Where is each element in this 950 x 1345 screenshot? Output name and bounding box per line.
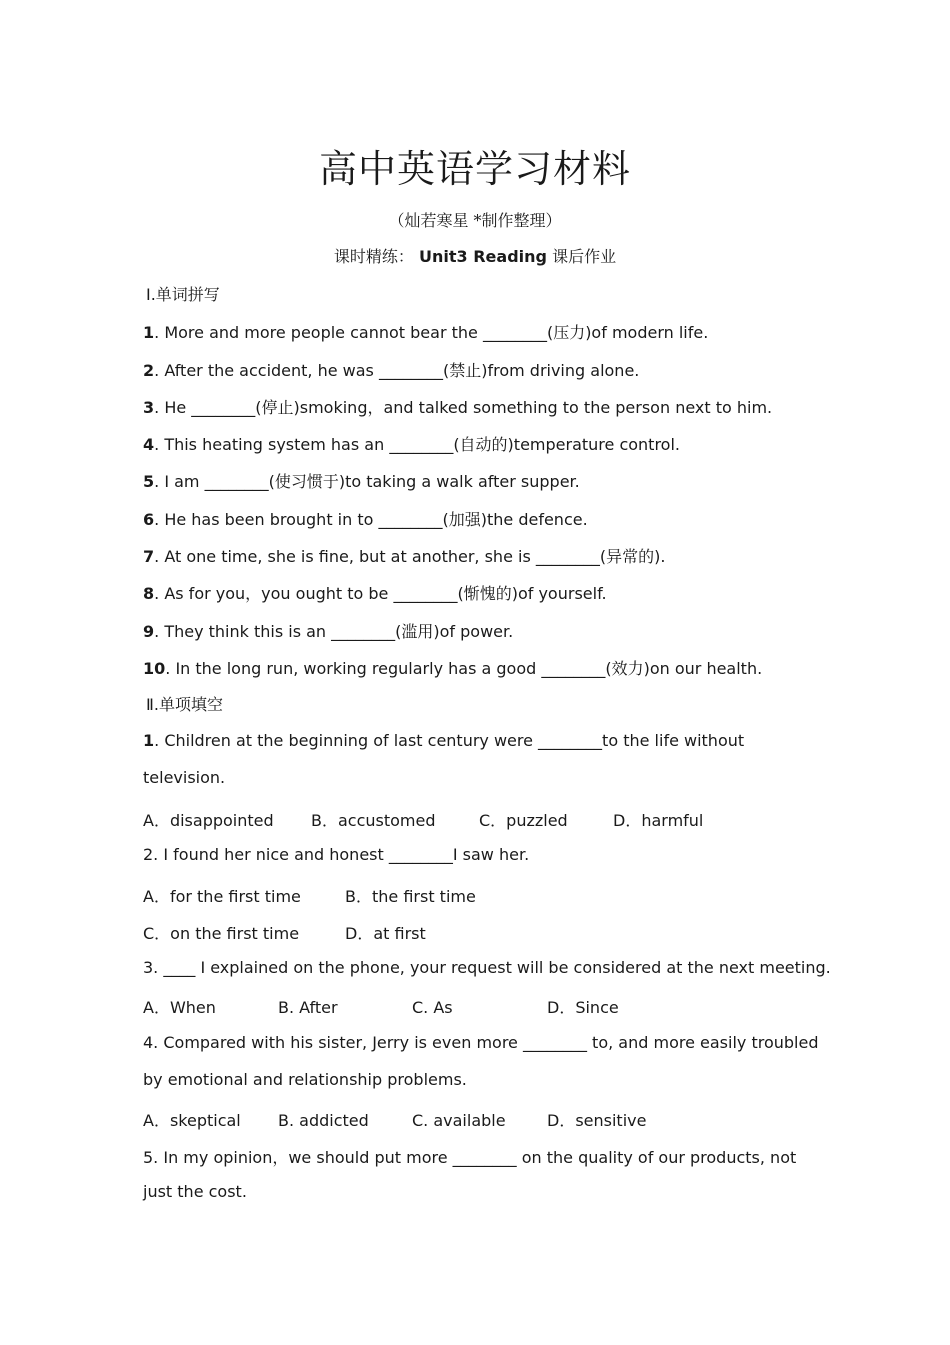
item-number: 8 <box>143 584 155 603</box>
item-number: 7 <box>143 547 155 566</box>
item-text: . As for you，you ought to be ________(惭愧的)of yourself. <box>154 584 607 603</box>
question-1 <box>143 731 744 750</box>
option-d: D．harmful <box>613 811 704 830</box>
item-text: . At one time, she is fine, but at another, she is ________(异常的). <box>154 547 666 566</box>
lesson-prefix: 课时精练： <box>333 247 414 266</box>
item-text: . In the long run, working regularly has a good ________(效力)on our health. <box>165 659 763 678</box>
item-text: . He has been brought in to ________(加强)the defence. <box>154 510 588 529</box>
question-2-options-ab <box>143 884 476 907</box>
spelling-item <box>143 507 588 530</box>
item-number: 5 <box>143 472 155 491</box>
item-text: . He ________(停止)smoking，and talked something to the person next to him. <box>154 398 773 417</box>
option-a: A．disappointed <box>143 811 274 830</box>
option-d: D．sensitive <box>547 1111 647 1130</box>
option-c: C．on the first time <box>143 924 300 943</box>
option-d: D．at first <box>345 924 426 943</box>
option-c: C. available <box>412 1111 506 1130</box>
item-text: . After the accident, he was ________(禁止)from driving alone. <box>154 361 640 380</box>
lesson-heading <box>0 244 950 267</box>
item-text: . This heating system has an ________(自动的)temperature control. <box>154 435 681 454</box>
spelling-item <box>143 469 580 492</box>
question-2: 2. I found her nice and honest ________I saw her. <box>143 845 530 864</box>
option-b: B. After <box>278 998 338 1017</box>
question-3-options <box>143 995 619 1018</box>
option-d: D．Since <box>547 998 619 1017</box>
option-c: C．puzzled <box>479 811 568 830</box>
option-a: A．for the first time <box>143 887 301 906</box>
lesson-unit: Unit3 Reading <box>419 247 547 266</box>
item-number: 6 <box>143 510 155 529</box>
option-a: A．skeptical <box>143 1111 241 1130</box>
spelling-item <box>143 432 680 455</box>
option-c: C. As <box>412 998 453 1017</box>
question-2-options-cd <box>143 921 426 944</box>
question-1-options <box>143 808 703 831</box>
option-b: B．the first time <box>345 887 476 906</box>
question-4-options <box>143 1108 646 1131</box>
spelling-item <box>143 358 639 381</box>
section-heading-choice: Ⅱ.单项填空 <box>146 695 223 714</box>
item-number: 1 <box>143 323 155 342</box>
item-number: 4 <box>143 435 155 454</box>
question-4-cont: by emotional and relationship problems. <box>143 1070 467 1089</box>
spelling-item <box>143 544 665 567</box>
page-subtitle: （灿若寒星 *制作整理） <box>388 211 562 230</box>
item-number: 10 <box>143 659 166 678</box>
item-text: . I am ________(使习惯于)to taking a walk after supper. <box>154 472 580 491</box>
item-text: . They think this is an ________(滥用)of power. <box>154 622 514 641</box>
item-text: . More and more people cannot bear the ________(压力)of modern life. <box>154 323 709 342</box>
item-number: 1 <box>143 731 155 750</box>
item-number: 2 <box>143 361 155 380</box>
page-title: 高中英语学习材料 <box>318 147 631 191</box>
option-b: B．accustomed <box>311 811 436 830</box>
question-4: 4. Compared with his sister, Jerry is even more ________ to, and more easily troubled <box>143 1033 819 1052</box>
spelling-item <box>143 320 708 343</box>
section-heading-spelling: Ⅰ.单词拼写 <box>146 285 220 304</box>
lesson-suffix: 课后作业 <box>552 247 617 266</box>
question-1-cont: television. <box>143 768 226 787</box>
spelling-item <box>143 395 772 418</box>
spelling-item <box>143 619 513 642</box>
option-b: B. addicted <box>278 1111 369 1130</box>
question-5-cont: just the cost. <box>143 1182 247 1201</box>
spelling-item <box>143 581 607 604</box>
item-number: 3 <box>143 398 155 417</box>
question-5: 5. In my opinion，we should put more ________ on the quality of our products, not <box>143 1148 797 1167</box>
question-text: . Children at the beginning of last century were ________to the life without <box>154 731 745 750</box>
item-number: 9 <box>143 622 155 641</box>
spelling-item <box>143 656 762 679</box>
question-3: 3. ____ I explained on the phone, your request will be considered at the next meeting. <box>143 958 831 977</box>
option-a: A．When <box>143 998 216 1017</box>
